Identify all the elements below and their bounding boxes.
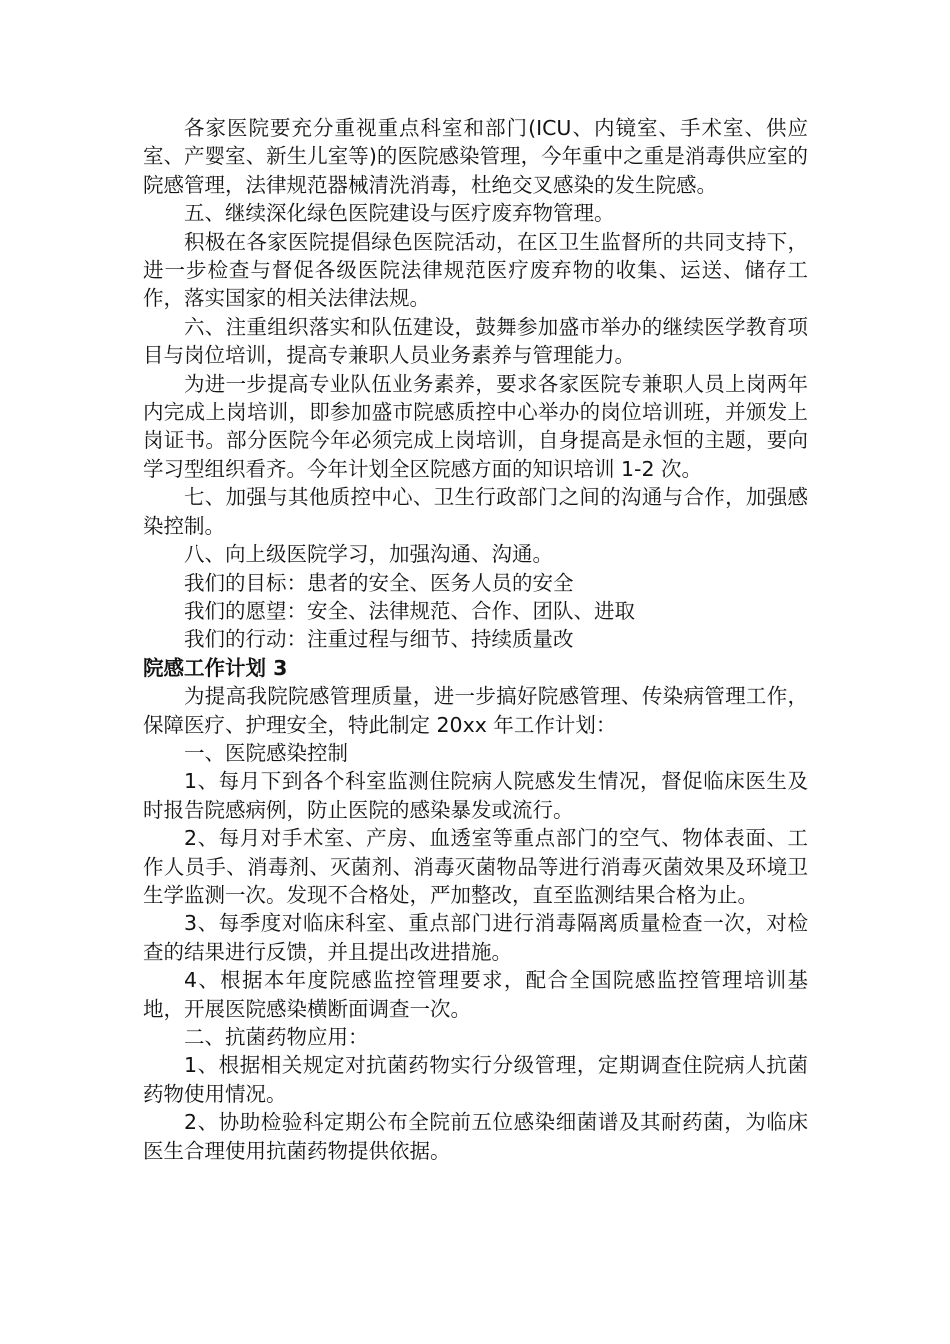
paragraph-our-wish: 我们的愿望：安全、法律规范、合作、团队、进取 xyxy=(184,598,635,623)
paragraph-section-seven: 七、加强与其他质控中心、卫生行政部门之间的沟通与合作，加强感染控制。 xyxy=(143,485,808,538)
section-heading: 院感工作计划 3 xyxy=(143,655,288,680)
paragraph-section-six: 六、注重组织落实和队伍建设，鼓舞参加盛市举办的继续医学教育项目与岗位培训，提高专兼职人员业务素养与管理能力。 xyxy=(143,314,808,368)
paragraph-item-graded-management: 1、根据相关规定对抗菌药物实行分级管理，定期调查住院病人抗菌药物使用情况。 xyxy=(143,1053,808,1106)
paragraph-item-bacteria-spectrum: 2、协助检验科定期公布全院前五位感染细菌谱及其耐药菌，为临床医生合理使用抗菌药物提供依据。 xyxy=(143,1110,808,1163)
paragraph-section-eight: 八、向上级医院学习，加强沟通、沟通。 xyxy=(184,542,553,567)
paragraph-green-hospital: 积极在各家医院提倡绿色医院活动，在区卫生监督所的共同支持下，进一步检查与督促各级医院法律规范医疗废弃物的收集、运送、储存工作，落实国家的相关法律法规。 xyxy=(143,229,808,311)
paragraph-item-quarterly-inspection: 3、每季度对临床科室、重点部门进行消毒隔离质量检查一次，对检查的结果进行反馈，并且提出改进措施。 xyxy=(143,911,808,964)
paragraph-infection-control-title: 一、医院感染控制 xyxy=(184,740,348,765)
paragraph-section-five: 五、继续深化绿色医院建设与医疗废弃物管理。 xyxy=(184,201,615,226)
paragraph-our-action: 我们的行动：注重过程与细节、持续质量改 xyxy=(184,627,574,652)
paragraph-training: 为进一步提高专业队伍业务素养，要求各家医院专兼职人员上岗两年内完成上岗培训，即参加盛市院感质控中心举办的岗位培训班，并颁发上岗证书。部分医院今年必须完成上岗培训，自身提高是永恒的主题，要向学习型组织看齐。今年计划全区院感方面的知识培训 1-2 次。 xyxy=(143,371,808,481)
paragraph-antibiotics-title: 二、抗菌药物应用： xyxy=(184,1025,369,1049)
paragraph-item-monthly-monitoring: 1、每月下到各个科室监测住院病人院感发生情况，督促临床医生及时报告院感病例，防止医院的感染暴发或流行。 xyxy=(143,769,808,822)
paragraph-key-departments: 各家医院要充分重视重点科室和部门(ICU、内镜室、手术室、供应室、产婴室、新生儿室等)的医院感染管理，今年重中之重是消毒供应室的院感管理，法律规范器械清洗消毒，杜绝交叉感染的发生院感。 xyxy=(143,116,808,197)
document-page xyxy=(143,114,808,1165)
paragraph-plan-intro: 为提高我院院感管理质量，进一步搞好院感管理、传染病管理工作，保障医疗、护理安全，特此制定 20xx 年工作计划： xyxy=(143,684,808,737)
paragraph-item-disinfection-check: 2、每月对手术室、产房、血透室等重点部门的空气、物体表面、工作人员手、消毒剂、灭菌剂、消毒灭菌物品等进行消毒灭菌效果及环境卫生学监测一次。发现不合格处，严加整改，直至监测结果合格为止。 xyxy=(143,826,808,907)
paragraph-our-goal: 我们的目标：患者的安全、医务人员的安全 xyxy=(184,570,574,595)
paragraph-item-cross-section-survey: 4、根据本年度院感监控管理要求，配合全国院感监控管理培训基地，开展医院感染横断面调查一次。 xyxy=(143,968,808,1021)
